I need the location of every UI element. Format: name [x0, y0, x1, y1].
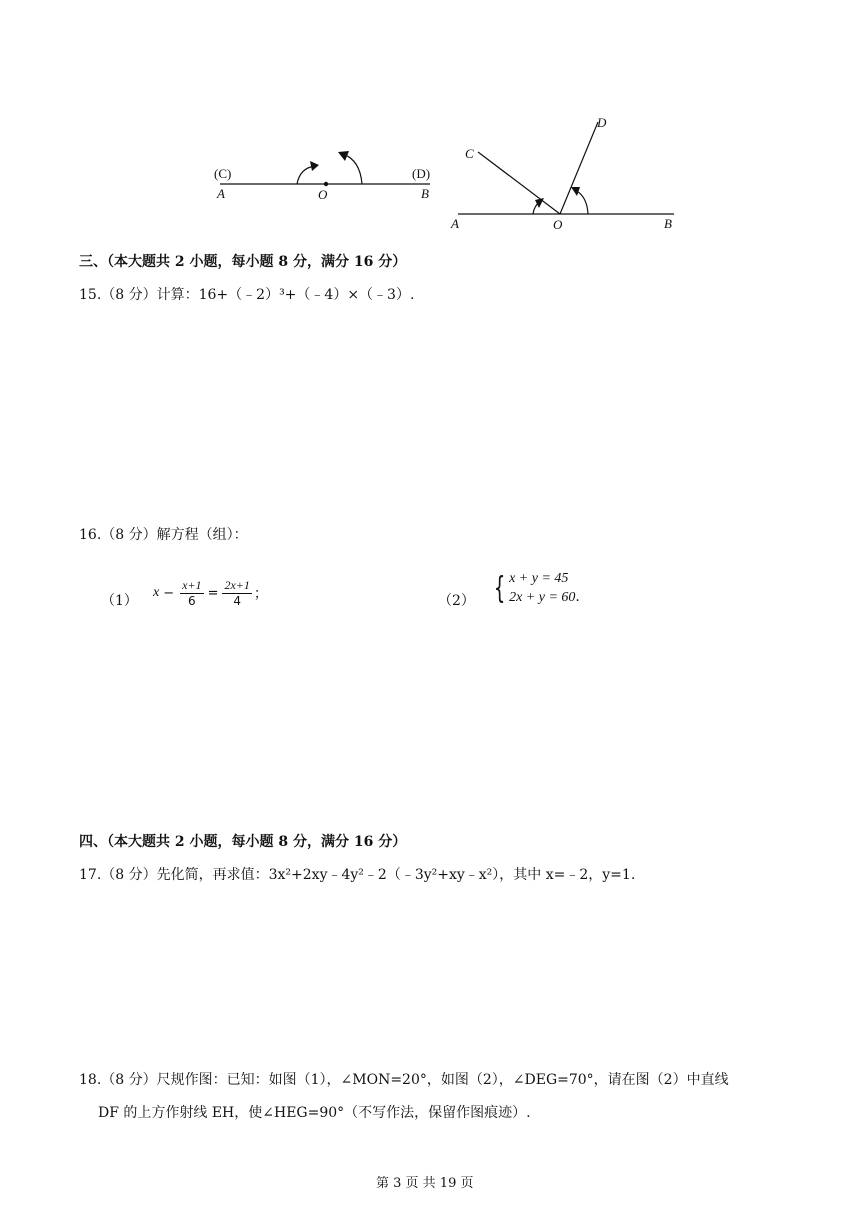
- equals-sign: =: [207, 585, 219, 601]
- question-16: 16.（8 分）解方程（组）：: [79, 527, 248, 543]
- label-o-right: O: [553, 217, 563, 232]
- label-b-left: B: [421, 186, 429, 201]
- label-o-left: O: [318, 187, 328, 202]
- q16-part1-equation: [153, 573, 268, 613]
- label-c-paren: (C): [214, 166, 232, 181]
- question-18-line-2: DF 的上方作射线 EH，使∠HEG=90°（不写作法，保留作图痕迹）.: [98, 1105, 531, 1121]
- label-d-right: D: [597, 115, 607, 130]
- figure-angles: [450, 110, 690, 230]
- fraction-2-denominator: 4: [233, 593, 241, 608]
- section-4-heading: 四、（本大题共 2 小题，每小题 8 分，满分 16 分）: [79, 834, 407, 850]
- system-equation-2: 2x + y = 60: [509, 590, 576, 605]
- semicolon: ；: [253, 586, 268, 602]
- label-c-right: C: [465, 146, 474, 161]
- label-d-paren: (D): [412, 166, 431, 181]
- label-a-right: A: [451, 216, 459, 231]
- arrowhead-aoc: [535, 198, 544, 208]
- section-3-heading: 三、（本大题共 2 小题，每小题 8 分，满分 16 分）: [79, 254, 407, 270]
- label-a-left: A: [217, 186, 225, 201]
- fraction-2: [222, 578, 251, 609]
- brace-icon: {: [493, 570, 506, 606]
- ray-oc: [478, 152, 560, 214]
- system-end: .: [575, 589, 580, 605]
- fraction-2-numerator: 2x+1: [224, 577, 250, 592]
- system-equation-1: x + y = 45: [509, 571, 569, 586]
- point-o: [324, 182, 328, 186]
- arrowhead-bod: [571, 187, 580, 196]
- q17-label: 17.（8 分）先化简，再求值：: [79, 867, 269, 883]
- q17-expression: 3x²+2xy﹣4y²﹣2（﹣3y²+xy﹣x²），其中 x=﹣2，y=1.: [268, 867, 636, 883]
- label-b-right: B: [664, 216, 672, 231]
- arrowhead-left: [310, 161, 319, 171]
- ray-od: [560, 122, 598, 214]
- q16-part1-label: （1）: [101, 593, 138, 609]
- question-15: 15.（8 分）计算：16+（﹣2）³+（﹣4）×（﹣3）.: [79, 287, 415, 303]
- q16-part2-system: [490, 570, 580, 607]
- fraction-1: [180, 578, 203, 609]
- minus-sign: −: [163, 585, 175, 601]
- var-x: x: [153, 585, 160, 600]
- fraction-1-numerator: x+1: [182, 577, 202, 592]
- q16-part2-label: （2）: [438, 593, 475, 609]
- page-footer: 第 3 页 共 19 页: [376, 1176, 474, 1191]
- question-18-line-1: 18.（8 分）尺规作图：已知：如图（1），∠MON=20°，如图（2），∠DEG=70°，请在图（2）中直线: [79, 1072, 729, 1088]
- question-17: [79, 864, 635, 884]
- fraction-1-denominator: 6: [188, 593, 196, 608]
